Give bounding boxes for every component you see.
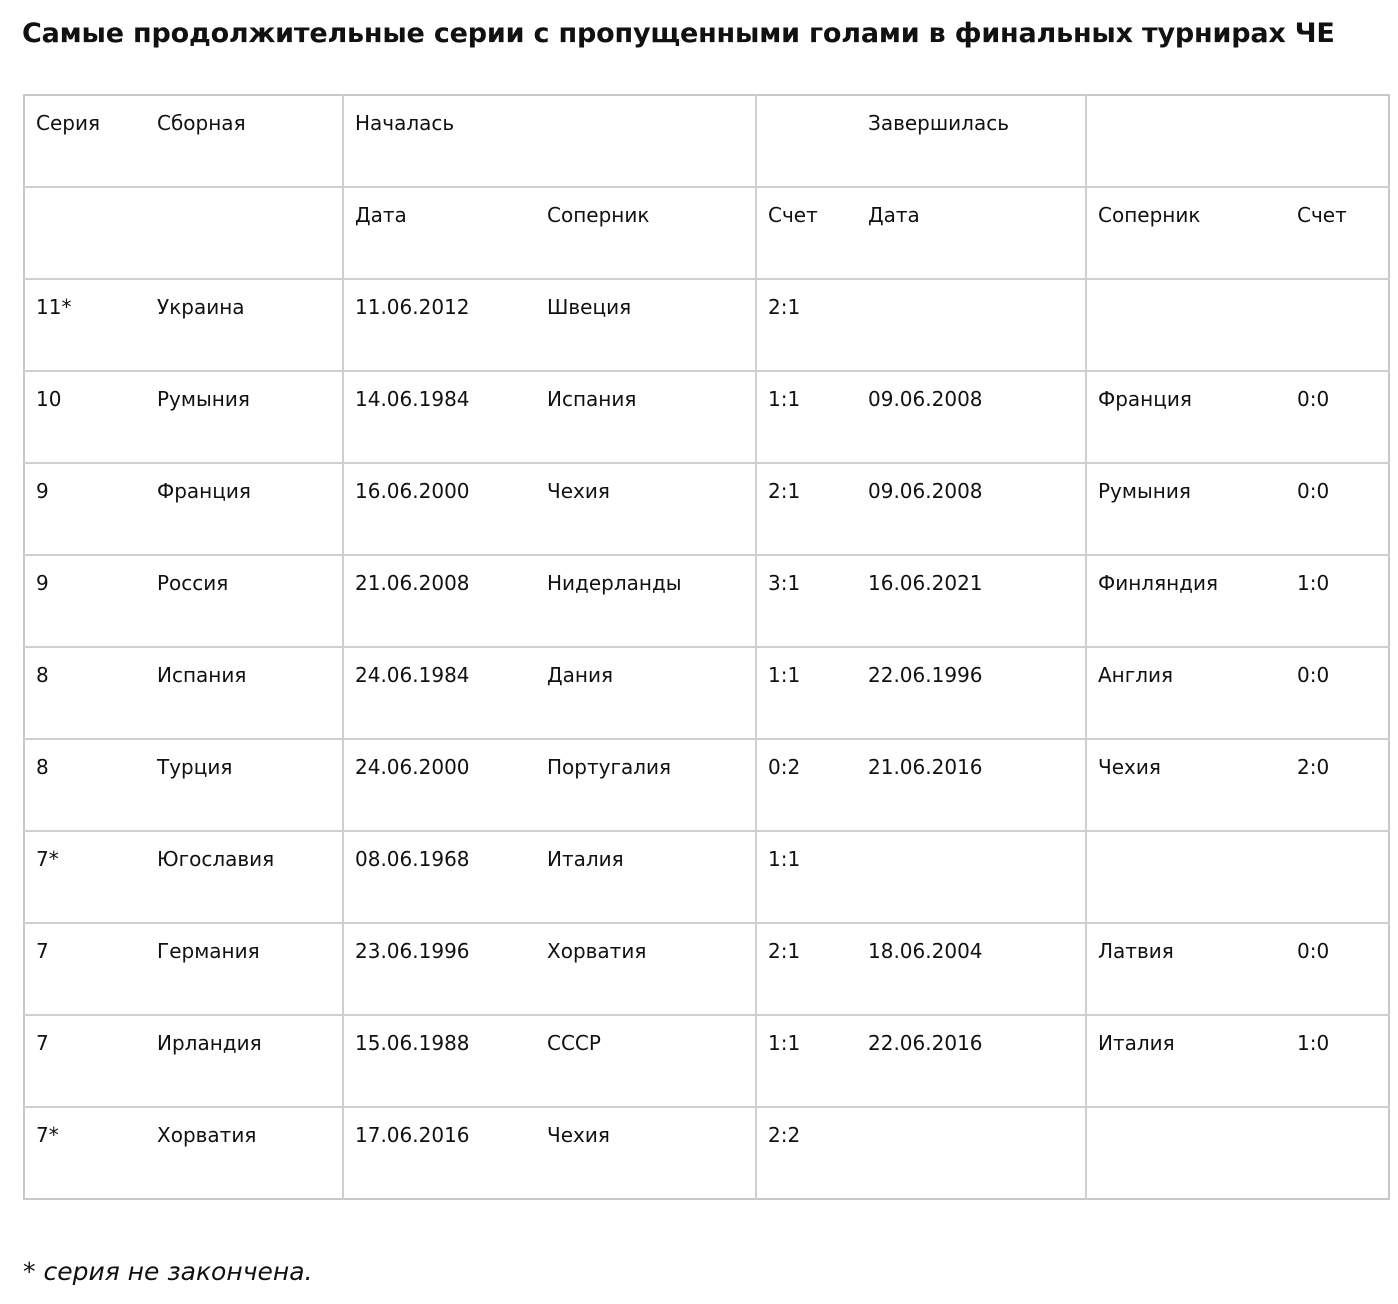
cell-series: 9 [24,555,146,647]
cell-series: 10 [24,371,146,463]
table-row [24,739,1389,831]
cell-end-score: 2:0 [1286,739,1389,831]
header-team: Сборная [157,111,246,135]
header-start-date: Дата [343,187,536,279]
cell-end-opponent [1086,279,1286,371]
cell-start-score: 2:2 [756,1107,857,1199]
cell-end-score [1286,279,1389,371]
cell-series: 7* [24,831,146,923]
cell-end-opponent: Румыния [1086,463,1286,555]
cell-end-score: 0:0 [1286,371,1389,463]
cell-end-date [857,831,1086,923]
cell-team: Ирландия [146,1015,343,1107]
cell-start-opponent: Испания [536,371,756,463]
cell-start-date: 08.06.1968 [343,831,536,923]
cell-end-date [857,1107,1086,1199]
cell-series: 7 [24,1015,146,1107]
header-empty [1286,95,1389,187]
cell-end-opponent: Франция [1086,371,1286,463]
header-end-score: Счет [1286,187,1389,279]
cell-end-score: 0:0 [1286,923,1389,1015]
cell-team: Украина [146,279,343,371]
header-empty [536,95,756,187]
header-end-opponent: Соперник [1086,187,1286,279]
table-row [24,1107,1389,1199]
cell-start-opponent: Швеция [536,279,756,371]
table-row [24,555,1389,647]
header-empty [146,187,343,279]
cell-start-score: 2:1 [756,279,857,371]
cell-end-opponent: Чехия [1086,739,1286,831]
header-row-top [24,95,1389,187]
cell-end-date: 22.06.2016 [857,1015,1086,1107]
cell-end-date: 09.06.2008 [857,371,1086,463]
cell-team: Германия [146,923,343,1015]
cell-start-date: 11.06.2012 [343,279,536,371]
cell-start-opponent: Нидерланды [536,555,756,647]
header-started: Началась [343,95,536,187]
cell-end-date: 22.06.1996 [857,647,1086,739]
cell-end-date: 09.06.2008 [857,463,1086,555]
cell-end-opponent [1086,831,1286,923]
cell-start-date: 23.06.1996 [343,923,536,1015]
cell-team: Турция [146,739,343,831]
header-empty [1086,95,1286,187]
cell-start-date: 17.06.2016 [343,1107,536,1199]
cell-start-date: 15.06.1988 [343,1015,536,1107]
cell-end-score: 1:0 [1286,1015,1389,1107]
cell-end-date: 16.06.2021 [857,555,1086,647]
cell-start-opponent: Чехия [536,1107,756,1199]
cell-start-date: 24.06.2000 [343,739,536,831]
cell-start-score: 1:1 [756,831,857,923]
cell-start-score: 1:1 [756,647,857,739]
cell-start-score: 2:1 [756,463,857,555]
table-body [24,95,1389,1199]
cell-end-opponent: Латвия [1086,923,1286,1015]
cell-end-opponent [1086,1107,1286,1199]
table-row [24,831,1389,923]
header-start-score: Счет [756,187,857,279]
cell-series: 8 [24,739,146,831]
cell-team: Хорватия [146,1107,343,1199]
cell-series: 8 [24,647,146,739]
header-series: Серия [36,111,100,135]
cell-start-date: 14.06.1984 [343,371,536,463]
cell-team: Россия [146,555,343,647]
header-end-date: Дата [857,187,1086,279]
cell-start-opponent: Хорватия [536,923,756,1015]
cell-end-date: 21.06.2016 [857,739,1086,831]
cell-series: 11* [24,279,146,371]
cell-start-opponent: Италия [536,831,756,923]
cell-start-score: 1:1 [756,1015,857,1107]
header-ended: Завершилась [868,111,1009,135]
table-row [24,463,1389,555]
header-empty [24,187,146,279]
cell-start-score: 1:1 [756,371,857,463]
table-row [24,647,1389,739]
header-row-sub [24,187,1389,279]
cell-start-opponent: СССР [536,1015,756,1107]
table-row [24,923,1389,1015]
cell-start-opponent: Чехия [536,463,756,555]
cell-start-date: 24.06.1984 [343,647,536,739]
cell-start-opponent: Португалия [536,739,756,831]
cell-start-opponent: Дания [536,647,756,739]
cell-end-date [857,279,1086,371]
cell-end-score [1286,831,1389,923]
cell-team: Испания [146,647,343,739]
cell-start-score: 2:1 [756,923,857,1015]
cell-team: Румыния [146,371,343,463]
table-row [24,279,1389,371]
table-row [24,1015,1389,1107]
footnote: * серия не закончена. [23,1257,313,1286]
cell-end-score: 0:0 [1286,463,1389,555]
cell-end-score: 1:0 [1286,555,1389,647]
streaks-table [23,94,1390,1200]
cell-end-opponent: Италия [1086,1015,1286,1107]
page-title: Самые продолжительные серии с пропущенными голами в финальных турнирах ЧЕ [22,18,1335,49]
cell-end-opponent: Англия [1086,647,1286,739]
cell-end-score [1286,1107,1389,1199]
cell-start-date: 21.06.2008 [343,555,536,647]
cell-team: Югославия [146,831,343,923]
cell-team: Франция [146,463,343,555]
header-empty [756,95,857,187]
cell-end-score: 0:0 [1286,647,1389,739]
cell-series: 9 [24,463,146,555]
cell-start-date: 16.06.2000 [343,463,536,555]
cell-end-date: 18.06.2004 [857,923,1086,1015]
cell-end-opponent: Финляндия [1086,555,1286,647]
table-row [24,371,1389,463]
cell-series: 7* [24,1107,146,1199]
cell-series: 7 [24,923,146,1015]
cell-start-score: 0:2 [756,739,857,831]
header-start-opponent: Соперник [536,187,756,279]
cell-start-score: 3:1 [756,555,857,647]
